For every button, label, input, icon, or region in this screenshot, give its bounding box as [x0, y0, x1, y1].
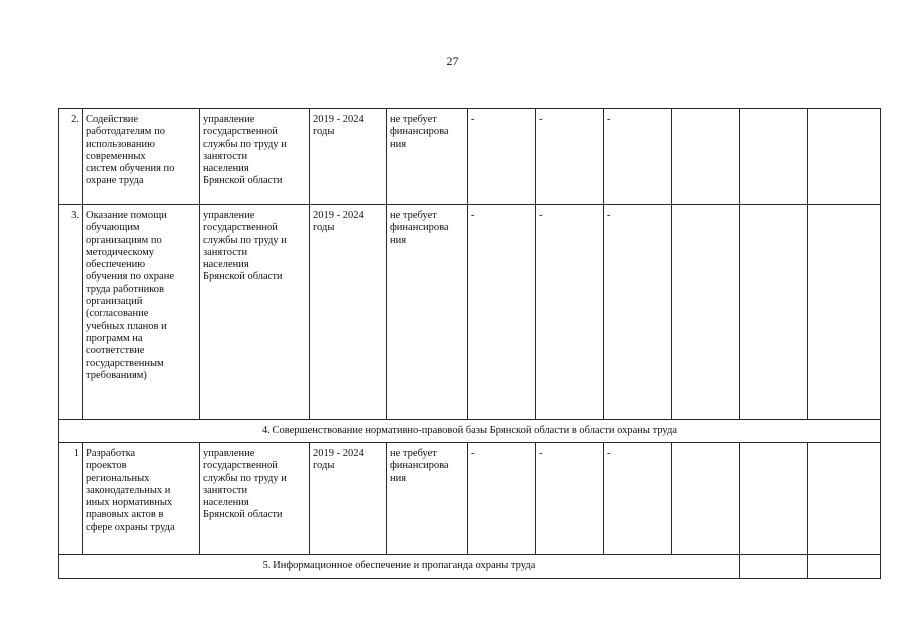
executor-cell: управление государственной службы по труду и занятости населения Брянской области [200, 205, 310, 420]
value-cell: - [536, 443, 604, 555]
value-cell [808, 205, 881, 420]
period-cell: 2019 - 2024 годы [310, 205, 387, 420]
page-number: 27 [446, 54, 459, 68]
value-cell: - [536, 205, 604, 420]
value-cell [740, 109, 808, 205]
value-cell [740, 555, 808, 579]
value-cell: - [468, 443, 536, 555]
funding-cell: не требует финансирова ния [387, 443, 468, 555]
activity-cell: Оказание помощи обучающим организациям по методическому обеспечению обучения по охране труда работников организаций (согласование учебных планов и программ на соответствие государственным требованиям) [83, 205, 200, 420]
section-4-title: 4. Совершенствование нормативно-правовой базы Брянской области в области охраны труда [59, 420, 881, 443]
program-table [58, 108, 881, 579]
table-row [59, 205, 881, 420]
table-row [59, 443, 881, 555]
section-header-row [59, 420, 881, 443]
row-number-cell: 2. [59, 109, 83, 205]
period-cell: 2019 - 2024 годы [310, 443, 387, 555]
value-cell [808, 109, 881, 205]
funding-cell: не требует финансирова ния [387, 205, 468, 420]
executor-cell: управление государственной службы по труду и занятости населения Брянской области [200, 109, 310, 205]
value-cell [740, 443, 808, 555]
executor-cell: управление государственной службы по труду и занятости населения Брянской области [200, 443, 310, 555]
value-cell [808, 443, 881, 555]
value-cell: - [536, 109, 604, 205]
row-number-cell: 1 [59, 443, 83, 555]
value-cell: - [468, 109, 536, 205]
value-cell: - [604, 443, 672, 555]
funding-cell: не требует финансирова ния [387, 109, 468, 205]
section-5-title: 5. Информационное обеспечение и пропаганда охраны труда [59, 555, 740, 579]
value-cell [740, 205, 808, 420]
table-row [59, 109, 881, 205]
activity-cell: Разработка проектов региональных законодательных и иных нормативных правовых актов в сфере охраны труда [83, 443, 200, 555]
value-cell [672, 109, 740, 205]
value-cell [808, 555, 881, 579]
activity-cell: Содействие работодателям по использованию современных систем обучения по охране труда [83, 109, 200, 205]
value-cell: - [604, 205, 672, 420]
value-cell [672, 205, 740, 420]
period-cell: 2019 - 2024 годы [310, 109, 387, 205]
value-cell [672, 443, 740, 555]
row-number-cell: 3. [59, 205, 83, 420]
value-cell: - [604, 109, 672, 205]
value-cell: - [468, 205, 536, 420]
section-header-row [59, 555, 881, 579]
